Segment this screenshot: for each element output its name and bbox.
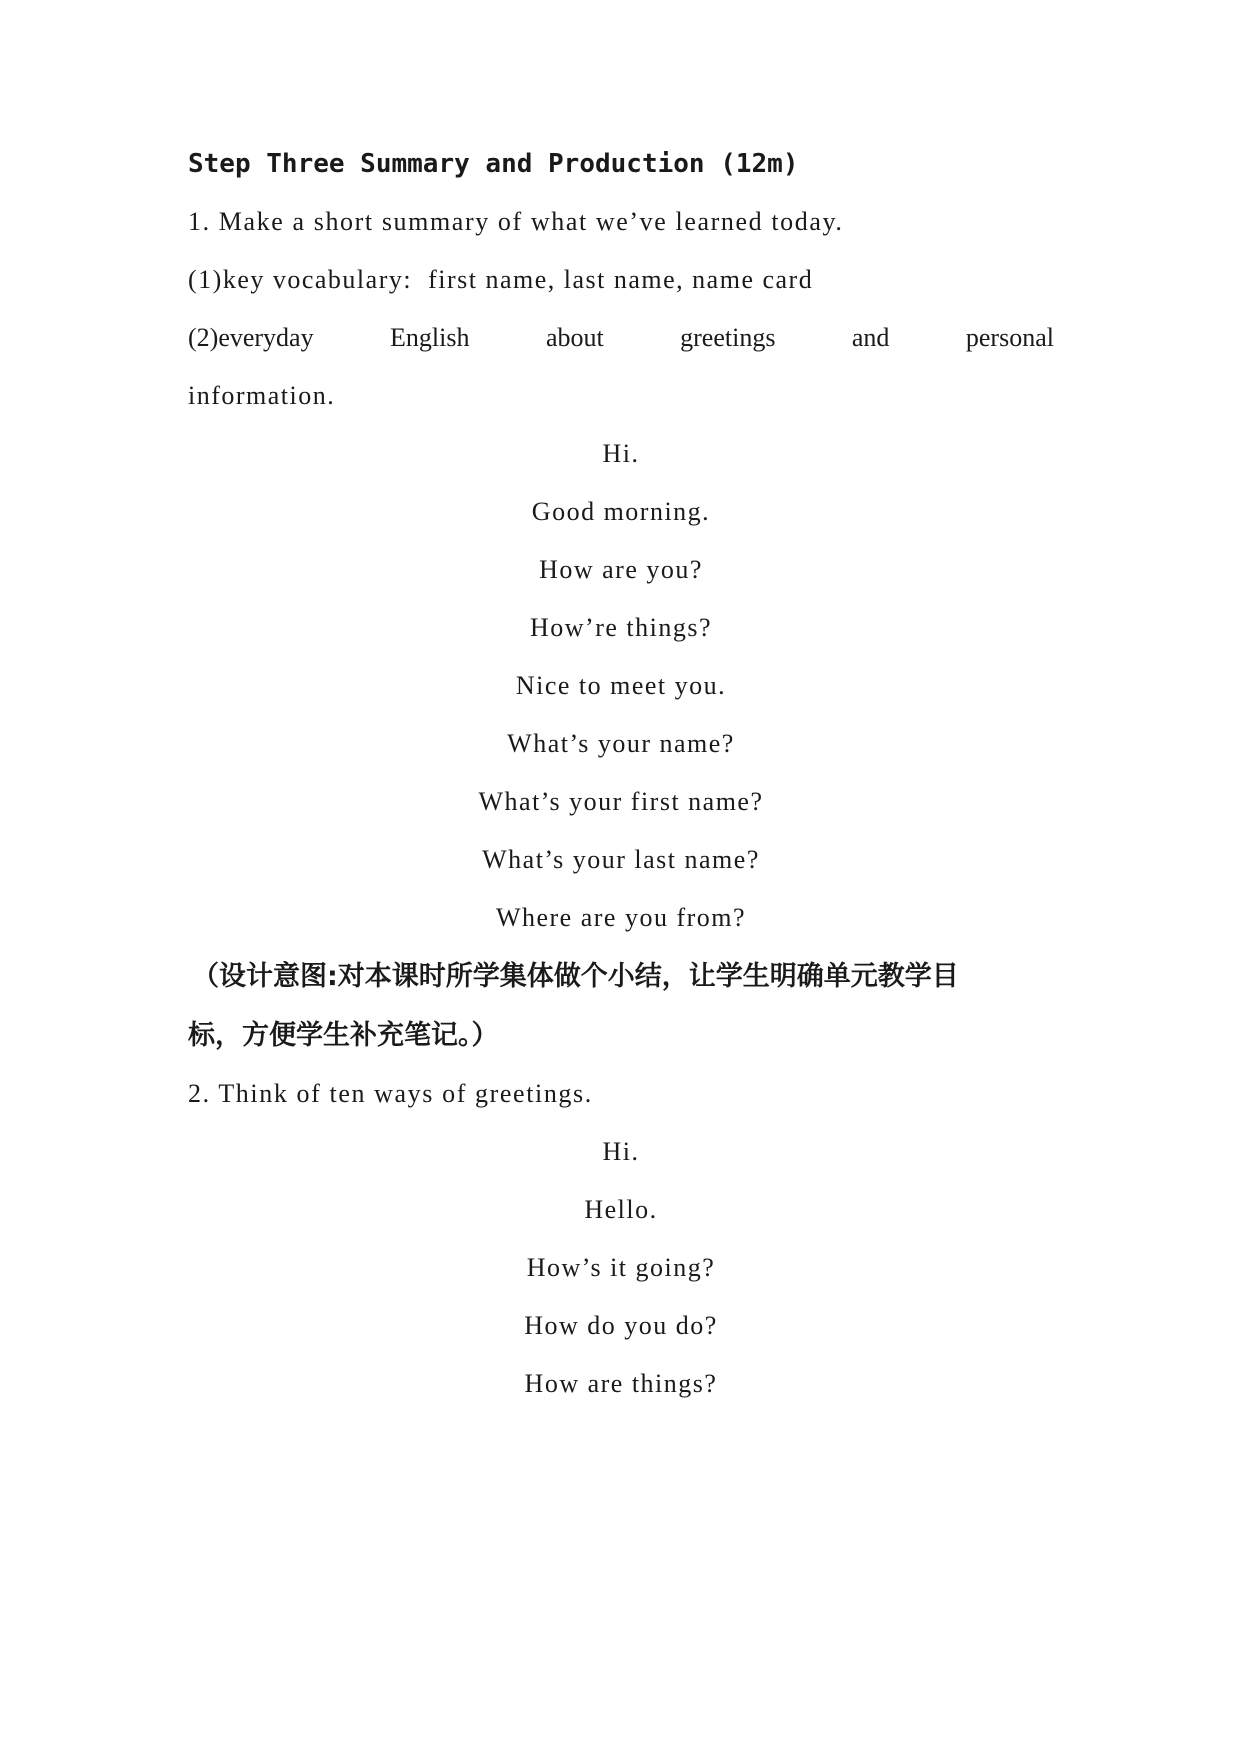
greeting: How do you do? [524, 1311, 718, 1340]
word: and [851, 323, 890, 352]
phrase: Nice to meet you. [515, 671, 727, 700]
phrase: Good morning. [531, 497, 711, 526]
summary-item-2: 2. Think of ten ways of greetings. [188, 1079, 593, 1108]
word: about [545, 323, 604, 352]
key-vocabulary: (1)key vocabulary: first name, last name, name card [188, 265, 814, 294]
phrase: How’re things? [529, 613, 712, 642]
summary-item-1: 1. Make a short summary of what we’ve learned today. [188, 207, 844, 236]
greeting: Hi. [602, 1137, 640, 1166]
greeting: How’s it going? [526, 1253, 716, 1282]
phrase: What’s your name? [507, 729, 735, 758]
word: greetings [680, 323, 776, 352]
everyday-english-line [188, 321, 1054, 355]
design-note-line-1: （设计意图:对本课时所学集体做个小结，让学生明确单元教学目 [192, 961, 959, 992]
word: English [390, 323, 470, 352]
phrase: What’s your first name? [478, 787, 764, 816]
phrase: Hi. [602, 439, 640, 468]
everyday-english-continued: information. [188, 381, 336, 410]
greeting: Hello. [584, 1195, 658, 1224]
word: personal [965, 323, 1054, 352]
phrase: Where are you from? [495, 903, 747, 932]
step-heading: Step Three Summary and Production (12m) [188, 149, 799, 179]
word: (2)everyday [188, 323, 314, 352]
design-note-line-2: 标，方便学生补充笔记。） [188, 1020, 499, 1051]
greeting: How are things? [524, 1369, 718, 1398]
phrase: How are you? [539, 555, 703, 584]
phrase: What’s your last name? [482, 845, 760, 874]
